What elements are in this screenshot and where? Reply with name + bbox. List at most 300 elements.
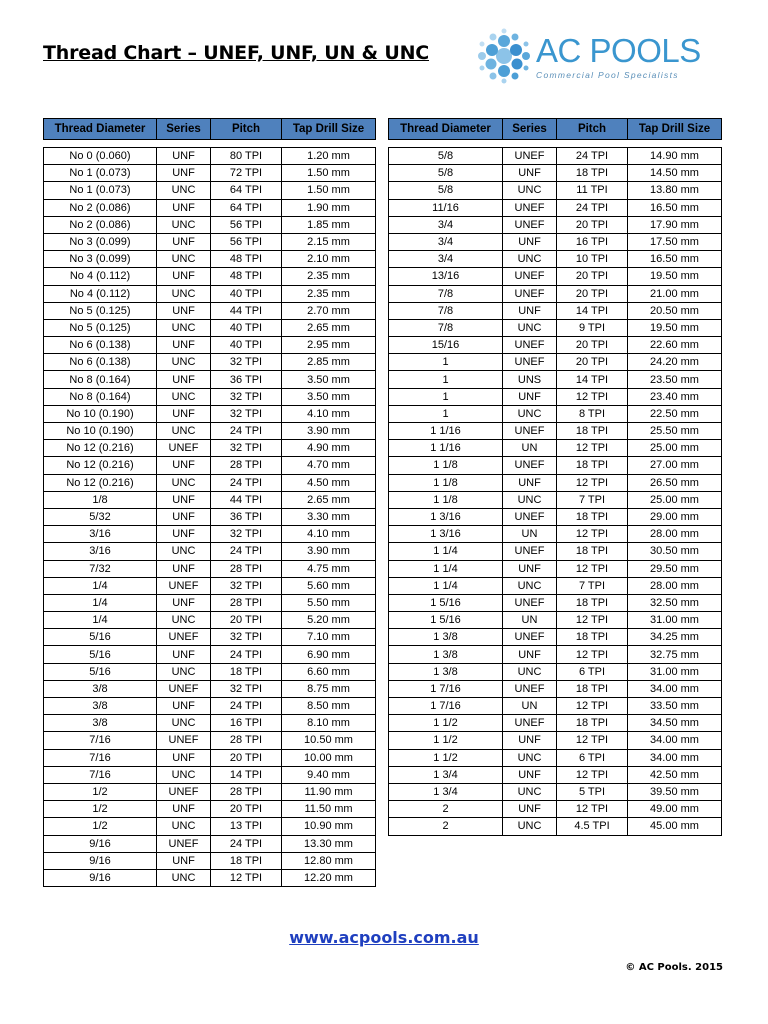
table-cell: 17.90 mm — [628, 216, 722, 233]
table-cell: 22.50 mm — [628, 405, 722, 422]
table-cell: 11.50 mm — [282, 801, 376, 818]
table-row — [44, 560, 376, 577]
table-cell: 14 TPI — [211, 766, 282, 783]
table-cell: 3.90 mm — [282, 543, 376, 560]
table-cell: UNF — [157, 371, 211, 388]
table-cell: 40 TPI — [211, 285, 282, 302]
table-cell: UN — [503, 612, 557, 629]
table-cell: 36 TPI — [211, 508, 282, 525]
table-cell: 1.85 mm — [282, 216, 376, 233]
table-cell: 12 TPI — [557, 560, 628, 577]
table-row — [389, 766, 722, 783]
table-cell: 2.65 mm — [282, 491, 376, 508]
table-cell: 2.65 mm — [282, 319, 376, 336]
table-row — [389, 663, 722, 680]
table-cell: UNC — [503, 818, 557, 835]
table-cell: 5.60 mm — [282, 577, 376, 594]
table-row — [389, 783, 722, 800]
table-row — [389, 594, 722, 611]
table-cell: 2.85 mm — [282, 354, 376, 371]
column-header: Pitch — [557, 119, 628, 140]
table-cell: 25.50 mm — [628, 423, 722, 440]
table-cell: No 8 (0.164) — [44, 388, 157, 405]
table-cell: 48 TPI — [211, 251, 282, 268]
table-row — [44, 715, 376, 732]
table-cell: 5 TPI — [557, 783, 628, 800]
table-cell: 56 TPI — [211, 216, 282, 233]
table-cell: 6 TPI — [557, 663, 628, 680]
table-cell: 25.00 mm — [628, 491, 722, 508]
table-cell: 3.90 mm — [282, 423, 376, 440]
table-cell: 14.90 mm — [628, 148, 722, 165]
table-cell: 1 — [389, 371, 503, 388]
table-row — [389, 749, 722, 766]
table-row — [389, 388, 722, 405]
table-cell: UNF — [157, 801, 211, 818]
company-logo — [474, 28, 734, 84]
table-cell: 1.50 mm — [282, 182, 376, 199]
table-cell: UNEF — [503, 543, 557, 560]
table-cell: UNF — [503, 766, 557, 783]
table-row — [44, 543, 376, 560]
table-cell: 12 TPI — [557, 440, 628, 457]
table-cell: 11 TPI — [557, 182, 628, 199]
table-row — [389, 577, 722, 594]
table-cell: 7/8 — [389, 285, 503, 302]
table-row — [44, 216, 376, 233]
table-cell: UNEF — [157, 440, 211, 457]
table-row — [44, 577, 376, 594]
table-row — [389, 457, 722, 474]
table-cell: 7/16 — [44, 749, 157, 766]
table-cell: UNC — [157, 354, 211, 371]
table-cell: No 10 (0.190) — [44, 423, 157, 440]
table-row — [389, 818, 722, 835]
table-cell: No 6 (0.138) — [44, 354, 157, 371]
table-row — [44, 835, 376, 852]
table-cell: 23.50 mm — [628, 371, 722, 388]
table-cell: 4.90 mm — [282, 440, 376, 457]
table-cell: UNF — [157, 749, 211, 766]
table-cell: 1 1/8 — [389, 491, 503, 508]
table-cell: No 12 (0.216) — [44, 457, 157, 474]
table-cell: UNEF — [157, 577, 211, 594]
table-cell: UNC — [503, 491, 557, 508]
table-cell: 20 TPI — [211, 612, 282, 629]
table-cell: 18 TPI — [557, 165, 628, 182]
table-row — [44, 629, 376, 646]
table-cell: 5/16 — [44, 646, 157, 663]
table-row — [389, 526, 722, 543]
table-cell: 1 1/16 — [389, 440, 503, 457]
table-cell: 12 TPI — [557, 612, 628, 629]
table-cell: 3.50 mm — [282, 388, 376, 405]
table-cell: 1 1/2 — [389, 732, 503, 749]
table-cell: 2.35 mm — [282, 285, 376, 302]
table-cell: 18 TPI — [557, 508, 628, 525]
table-cell: UN — [503, 698, 557, 715]
table-cell: 3/8 — [44, 715, 157, 732]
table-cell: 16 TPI — [211, 715, 282, 732]
table-cell: 33.50 mm — [628, 698, 722, 715]
table-cell: UNF — [157, 508, 211, 525]
table-cell: 48 TPI — [211, 268, 282, 285]
table-cell: 24.20 mm — [628, 354, 722, 371]
table-row — [44, 594, 376, 611]
table-cell: 32 TPI — [211, 629, 282, 646]
table-cell: 36 TPI — [211, 371, 282, 388]
table-cell: UNEF — [157, 680, 211, 697]
table-row — [44, 508, 376, 525]
table-row — [389, 371, 722, 388]
table-cell: 20 TPI — [557, 337, 628, 354]
table-cell: 1/8 — [44, 491, 157, 508]
table-cell: 24 TPI — [211, 543, 282, 560]
table-cell: UNF — [157, 852, 211, 869]
table-cell: 2.10 mm — [282, 251, 376, 268]
table-cell: UNF — [157, 560, 211, 577]
table-row — [44, 423, 376, 440]
table-cell: UNF — [157, 233, 211, 250]
table-cell: 64 TPI — [211, 182, 282, 199]
table-cell: 29.50 mm — [628, 560, 722, 577]
table-cell: UNEF — [503, 423, 557, 440]
table-row — [389, 629, 722, 646]
table-cell: 18 TPI — [557, 543, 628, 560]
table-cell: UNEF — [503, 148, 557, 165]
table-cell: 22.60 mm — [628, 337, 722, 354]
table-cell: UNEF — [157, 732, 211, 749]
table-row — [389, 646, 722, 663]
table-cell: UNEF — [503, 594, 557, 611]
table-cell: 24 TPI — [211, 646, 282, 663]
table-cell: No 4 (0.112) — [44, 268, 157, 285]
table-cell: 6.60 mm — [282, 663, 376, 680]
table-cell: 31.00 mm — [628, 663, 722, 680]
table-row — [389, 285, 722, 302]
table-cell: 72 TPI — [211, 165, 282, 182]
table-row — [44, 698, 376, 715]
table-cell: UNEF — [503, 680, 557, 697]
logo-name: AC POOLS — [536, 32, 701, 69]
table-cell: No 2 (0.086) — [44, 199, 157, 216]
table-cell: 28 TPI — [211, 732, 282, 749]
table-cell: 12 TPI — [557, 646, 628, 663]
table-cell: 16 TPI — [557, 233, 628, 250]
table-cell: 3/4 — [389, 216, 503, 233]
table-cell: 32 TPI — [211, 440, 282, 457]
table-cell: 34.25 mm — [628, 629, 722, 646]
table-cell: 34.00 mm — [628, 680, 722, 697]
table-cell: UNF — [157, 491, 211, 508]
table-cell: 18 TPI — [557, 594, 628, 611]
table-row — [44, 354, 376, 371]
table-cell: 12 TPI — [557, 801, 628, 818]
table-row — [389, 199, 722, 216]
table-cell: 18 TPI — [557, 457, 628, 474]
table-cell: 6 TPI — [557, 749, 628, 766]
table-cell: 64 TPI — [211, 199, 282, 216]
table-cell: 1 3/16 — [389, 526, 503, 543]
table-cell: 2.95 mm — [282, 337, 376, 354]
table-cell: 11/16 — [389, 199, 503, 216]
table-row — [44, 766, 376, 783]
table-cell: 1 3/16 — [389, 508, 503, 525]
column-header: Thread Diameter — [389, 119, 503, 140]
copyright-notice: © AC Pools. 2015 — [625, 962, 723, 973]
table-row — [389, 440, 722, 457]
table-row — [389, 491, 722, 508]
table-cell: 19.50 mm — [628, 319, 722, 336]
table-row — [389, 732, 722, 749]
table-cell: 18 TPI — [557, 715, 628, 732]
table-cell: 7/8 — [389, 302, 503, 319]
table-cell: 32.50 mm — [628, 594, 722, 611]
table-cell: 34.00 mm — [628, 732, 722, 749]
table-cell: UNEF — [503, 508, 557, 525]
table-row — [389, 337, 722, 354]
table-cell: 12 TPI — [557, 474, 628, 491]
table-row — [44, 165, 376, 182]
table-cell: 30.50 mm — [628, 543, 722, 560]
table-cell: UNC — [157, 612, 211, 629]
table-row — [44, 646, 376, 663]
column-header: Tap Drill Size — [282, 119, 376, 140]
table-cell: 3/8 — [44, 698, 157, 715]
table-cell: 6.90 mm — [282, 646, 376, 663]
table-cell: 1 1/4 — [389, 543, 503, 560]
table-cell: 16.50 mm — [628, 251, 722, 268]
table-cell: 3/4 — [389, 233, 503, 250]
table-cell: 32 TPI — [211, 526, 282, 543]
table-row — [389, 698, 722, 715]
table-cell: 24 TPI — [211, 423, 282, 440]
table-cell: UNC — [503, 783, 557, 800]
table-cell: 8.50 mm — [282, 698, 376, 715]
table-cell: 10 TPI — [557, 251, 628, 268]
table-row — [44, 818, 376, 835]
table-cell: No 8 (0.164) — [44, 371, 157, 388]
table-cell: 9.40 mm — [282, 766, 376, 783]
table-cell: 25.00 mm — [628, 440, 722, 457]
table-cell: 1 5/16 — [389, 612, 503, 629]
table-cell: UNEF — [503, 354, 557, 371]
table-cell: 8 TPI — [557, 405, 628, 422]
table-cell: 1 1/2 — [389, 749, 503, 766]
thread-table-left — [43, 118, 376, 887]
table-cell: UNEF — [503, 285, 557, 302]
table-cell: 34.50 mm — [628, 715, 722, 732]
table-cell: No 3 (0.099) — [44, 233, 157, 250]
table-cell: UNEF — [503, 457, 557, 474]
table-cell: UNF — [503, 801, 557, 818]
table-row — [44, 233, 376, 250]
table-cell: 3/16 — [44, 526, 157, 543]
table-cell: UNC — [157, 182, 211, 199]
table-cell: 17.50 mm — [628, 233, 722, 250]
table-cell: 31.00 mm — [628, 612, 722, 629]
table-cell: 16.50 mm — [628, 199, 722, 216]
table-cell: UNEF — [503, 216, 557, 233]
table-cell: 9/16 — [44, 869, 157, 886]
table-cell: 1/4 — [44, 594, 157, 611]
table-cell: UNF — [157, 646, 211, 663]
table-row — [389, 251, 722, 268]
table-cell: 7 TPI — [557, 577, 628, 594]
table-cell: 32 TPI — [211, 388, 282, 405]
table-cell: 13 TPI — [211, 818, 282, 835]
table-cell: UNF — [157, 337, 211, 354]
table-row — [389, 801, 722, 818]
table-row — [44, 457, 376, 474]
table-cell: UNEF — [503, 199, 557, 216]
table-cell: UNF — [157, 405, 211, 422]
table-row — [44, 491, 376, 508]
table-cell: 12 TPI — [557, 766, 628, 783]
table-cell: UNF — [503, 233, 557, 250]
table-cell: 1 5/16 — [389, 594, 503, 611]
table-cell: 20 TPI — [211, 749, 282, 766]
table-cell: 10.00 mm — [282, 749, 376, 766]
table-cell: No 1 (0.073) — [44, 165, 157, 182]
table-row — [44, 405, 376, 422]
table-cell: 20 TPI — [557, 354, 628, 371]
table-cell: UNEF — [157, 835, 211, 852]
table-cell: 21.00 mm — [628, 285, 722, 302]
table-cell: UNF — [503, 388, 557, 405]
table-cell: 49.00 mm — [628, 801, 722, 818]
table-cell: 2.15 mm — [282, 233, 376, 250]
table-row — [44, 440, 376, 457]
table-row — [44, 268, 376, 285]
table-cell: 1 — [389, 388, 503, 405]
table-cell: UNF — [157, 698, 211, 715]
table-cell: UN — [503, 526, 557, 543]
table-cell: UNF — [157, 148, 211, 165]
table-cell: 1.50 mm — [282, 165, 376, 182]
table-cell: 40 TPI — [211, 337, 282, 354]
table-row — [389, 233, 722, 250]
table-row — [389, 216, 722, 233]
bubbles-logo-icon — [474, 28, 534, 84]
table-cell: No 4 (0.112) — [44, 285, 157, 302]
table-cell: 5/16 — [44, 629, 157, 646]
website-link[interactable]: www.acpools.com.au — [289, 928, 479, 947]
table-cell: UNC — [503, 749, 557, 766]
table-row — [44, 663, 376, 680]
table-cell: UNF — [503, 474, 557, 491]
table-cell: 1/2 — [44, 801, 157, 818]
table-cell: 1 3/4 — [389, 766, 503, 783]
table-cell: 32 TPI — [211, 680, 282, 697]
table-cell: 28 TPI — [211, 594, 282, 611]
table-cell: 34.00 mm — [628, 749, 722, 766]
table-cell: 1 3/8 — [389, 663, 503, 680]
table-cell: 1 1/4 — [389, 577, 503, 594]
table-cell: No 10 (0.190) — [44, 405, 157, 422]
table-row — [389, 560, 722, 577]
table-cell: 13.30 mm — [282, 835, 376, 852]
table-row — [44, 319, 376, 336]
table-cell: 4.70 mm — [282, 457, 376, 474]
table-cell: UNC — [157, 285, 211, 302]
table-cell: 3/4 — [389, 251, 503, 268]
table-cell: 15/16 — [389, 337, 503, 354]
table-cell: 1 1/16 — [389, 423, 503, 440]
table-cell: UNF — [503, 560, 557, 577]
table-cell: 20 TPI — [557, 285, 628, 302]
table-cell: 18 TPI — [557, 680, 628, 697]
table-row — [44, 852, 376, 869]
table-row — [389, 715, 722, 732]
logo-tagline: Commercial Pool Specialists — [536, 70, 679, 80]
table-cell: UNF — [157, 165, 211, 182]
table-cell: UNC — [503, 251, 557, 268]
table-cell: 1 7/16 — [389, 698, 503, 715]
table-cell: 14.50 mm — [628, 165, 722, 182]
table-cell: UNS — [503, 371, 557, 388]
table-row — [389, 148, 722, 165]
table-row — [389, 354, 722, 371]
table-cell: No 5 (0.125) — [44, 302, 157, 319]
table-cell: UNF — [503, 165, 557, 182]
table-cell: 12 TPI — [557, 526, 628, 543]
table-cell: 14 TPI — [557, 302, 628, 319]
table-cell: 18 TPI — [211, 852, 282, 869]
table-cell: UNC — [157, 818, 211, 835]
table-cell: UNC — [157, 715, 211, 732]
table-cell: 24 TPI — [557, 199, 628, 216]
table-cell: No 5 (0.125) — [44, 319, 157, 336]
table-row — [44, 869, 376, 886]
table-cell: 24 TPI — [557, 148, 628, 165]
table-cell: 45.00 mm — [628, 818, 722, 835]
table-row — [389, 165, 722, 182]
table-row — [44, 612, 376, 629]
table-cell: 24 TPI — [211, 835, 282, 852]
table-cell: 20 TPI — [557, 268, 628, 285]
table-cell: UNEF — [503, 715, 557, 732]
table-row — [389, 423, 722, 440]
table-row — [389, 405, 722, 422]
table-cell: 7 TPI — [557, 491, 628, 508]
table-cell: No 12 (0.216) — [44, 474, 157, 491]
table-row — [44, 199, 376, 216]
table-cell: UNF — [157, 199, 211, 216]
table-cell: UNC — [157, 543, 211, 560]
table-cell: 29.00 mm — [628, 508, 722, 525]
table-row — [44, 371, 376, 388]
table-cell: UNEF — [503, 629, 557, 646]
table-cell: 5/32 — [44, 508, 157, 525]
table-cell: 20 TPI — [557, 216, 628, 233]
table-cell: 5/8 — [389, 165, 503, 182]
column-header: Tap Drill Size — [628, 119, 722, 140]
table-cell: 32 TPI — [211, 405, 282, 422]
table-cell: UNC — [503, 182, 557, 199]
page-title: Thread Chart – UNEF, UNF, UN & UNC — [43, 42, 430, 64]
table-cell: 18 TPI — [557, 629, 628, 646]
table-cell: UNC — [503, 577, 557, 594]
table-row — [44, 749, 376, 766]
table-cell: 9 TPI — [557, 319, 628, 336]
table-cell: 1 7/16 — [389, 680, 503, 697]
table-row — [44, 526, 376, 543]
table-cell: 4.10 mm — [282, 405, 376, 422]
table-cell: UNF — [157, 526, 211, 543]
table-cell: 56 TPI — [211, 233, 282, 250]
table-cell: 2.35 mm — [282, 268, 376, 285]
